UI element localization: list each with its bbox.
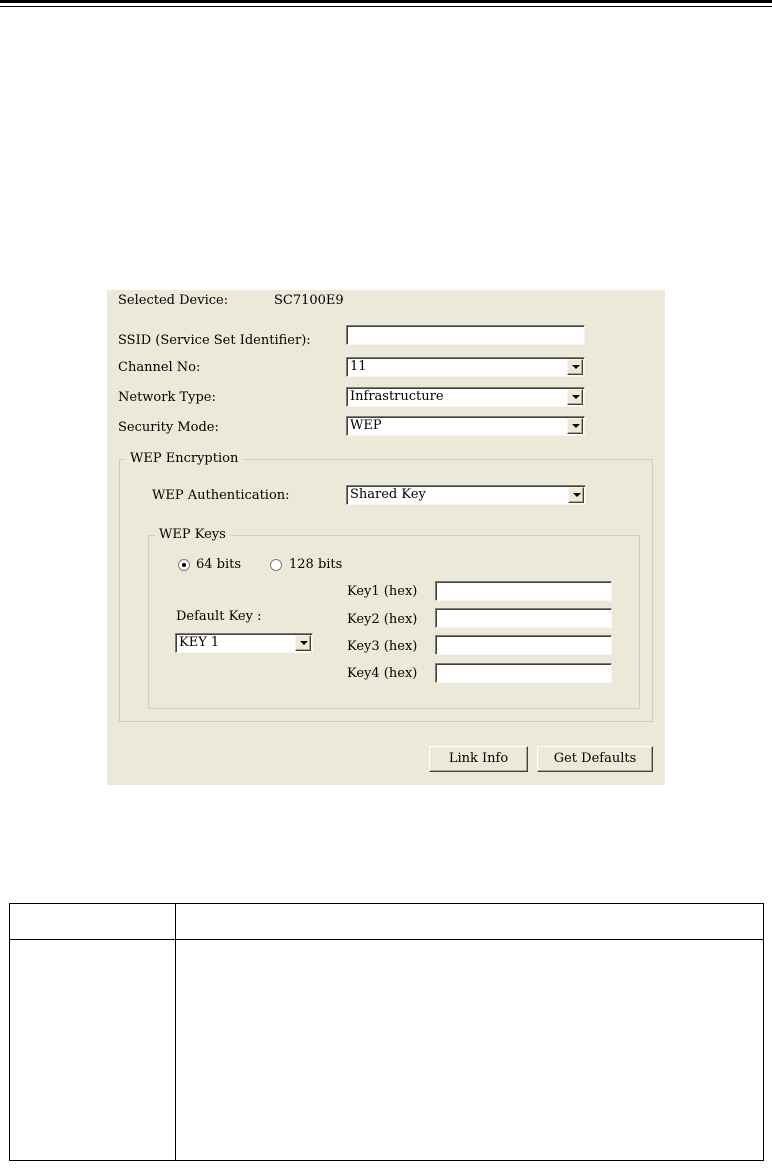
header-rule-thin <box>0 6 772 7</box>
selected-device-label: Selected Device: <box>118 293 229 308</box>
selected-device-value: SC7100E9 <box>274 293 344 308</box>
ssid-input[interactable] <box>346 325 585 345</box>
header-rule-thick <box>0 0 772 3</box>
radio-64-bits-label: 64 bits <box>196 557 242 572</box>
radio-128-bits[interactable] <box>270 559 282 571</box>
channel-select-value: 11 <box>350 359 367 374</box>
key1-label: Key1 (hex) <box>347 584 418 599</box>
channel-label: Channel No: <box>118 360 201 375</box>
chevron-down-icon[interactable] <box>567 359 583 375</box>
radio-128-bits-label: 128 bits <box>289 557 343 572</box>
wep-encryption-legend: WEP Encryption <box>126 451 242 467</box>
description-table <box>9 903 764 1161</box>
table-column-divider <box>175 904 176 1160</box>
key3-label: Key3 (hex) <box>347 639 418 654</box>
wep-authentication-select-value: Shared Key <box>350 487 426 502</box>
link-info-button[interactable]: Link Info <box>429 746 528 772</box>
key4-label: Key4 (hex) <box>347 666 418 681</box>
wep-encryption-group <box>119 451 653 722</box>
channel-select[interactable] <box>346 357 585 377</box>
key2-input[interactable] <box>435 608 612 628</box>
default-key-label: Default Key : <box>176 609 262 624</box>
chevron-down-icon[interactable] <box>567 418 583 434</box>
get-defaults-button[interactable]: Get Defaults <box>537 746 653 772</box>
security-mode-select[interactable] <box>346 416 585 436</box>
radio-64-bits[interactable] <box>178 559 190 571</box>
ssid-label: SSID (Service Set Identifier): <box>118 333 311 348</box>
key2-label: Key2 (hex) <box>347 612 418 627</box>
network-type-label: Network Type: <box>118 390 216 405</box>
chevron-down-icon[interactable] <box>568 487 584 503</box>
chevron-down-icon[interactable] <box>567 389 583 405</box>
key3-input[interactable] <box>435 635 612 655</box>
security-mode-select-value: WEP <box>350 418 382 433</box>
default-key-select[interactable] <box>175 633 313 653</box>
wireless-settings-panel <box>107 290 665 785</box>
network-type-select-value: Infrastructure <box>350 389 444 404</box>
wep-authentication-select[interactable] <box>346 485 586 505</box>
key1-input[interactable] <box>435 581 612 601</box>
chevron-down-icon[interactable] <box>295 635 311 651</box>
key4-input[interactable] <box>435 663 612 683</box>
network-type-select[interactable] <box>346 387 585 407</box>
wep-keys-legend: WEP Keys <box>155 527 230 543</box>
default-key-select-value: KEY 1 <box>179 635 220 650</box>
table-header-divider <box>10 939 763 940</box>
wep-keys-group <box>148 527 640 709</box>
security-mode-label: Security Mode: <box>118 420 219 435</box>
wep-authentication-label: WEP Authentication: <box>152 488 290 503</box>
